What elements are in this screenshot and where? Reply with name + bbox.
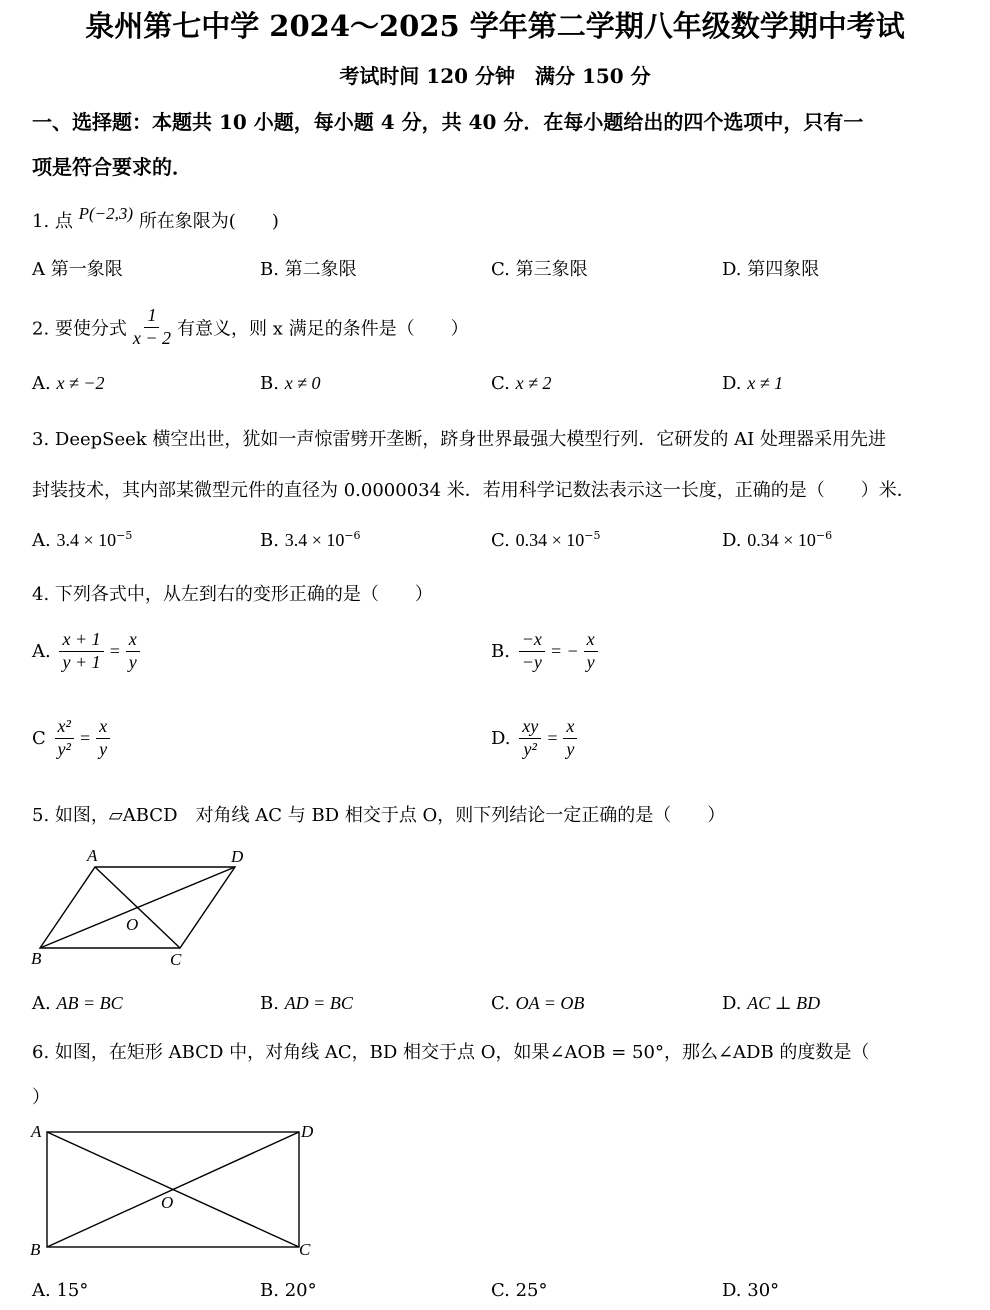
q4-label-c: C	[32, 727, 46, 749]
q3-exp-a: −5	[116, 529, 133, 542]
q5-parallelogram-figure	[25, 840, 265, 975]
q2-frac-num: 1	[144, 306, 159, 328]
q3-exp-d: −6	[815, 529, 833, 542]
q1-prefix: 1. 点	[32, 211, 73, 232]
q4-stem: 4. 下列各式中，从左到右的变形正确的是（ ）	[32, 584, 433, 605]
q4-d-rden: y	[566, 738, 575, 759]
q6-opt-label-b: B.	[260, 1280, 279, 1301]
q3-option-c	[491, 529, 600, 551]
q6-value-b: 20°	[284, 1280, 317, 1301]
q2-value-d: x ≠ 1	[747, 373, 784, 393]
q1-option-d: D. 第四象限	[722, 259, 820, 280]
q5-value-d: AC ⊥ BD	[747, 993, 821, 1013]
question-1	[32, 204, 279, 233]
q4-option-c	[32, 717, 113, 760]
q2-fraction	[130, 306, 174, 349]
q4-d-num: xy	[519, 717, 541, 739]
q2-label-b: B.	[260, 373, 279, 394]
q6-label-o: O	[161, 1193, 174, 1212]
q4-a-rhs	[126, 630, 140, 673]
q5-option-b	[260, 993, 353, 1014]
q3-base-a: 3.4 × 10	[56, 530, 117, 550]
q6-option-d	[722, 1280, 779, 1301]
q3-line1: 3. DeepSeek 横空出世，犹如一声惊雷劈开垄断，跻身世界最强大模型行列．它研发的 AI 处理器采用先进	[32, 429, 886, 450]
q4-b-lhs	[519, 630, 545, 673]
section-heading-line1: 一、选择题：本题共 10 小题，每小题 4 分，共 40 分．在每小题给出的四个选项中，只有一	[32, 110, 864, 134]
q3-line2: 封装技术，其内部某微型元件的直径为 0.0000034 米．若用科学记数法表示这一长度，正确的是（ ）米．	[32, 480, 915, 501]
q4-c-rnum: x	[96, 717, 110, 739]
q6-option-a	[32, 1280, 88, 1301]
q6-rectangle-figure	[25, 1115, 335, 1265]
q3-base-c: 0.34 × 10	[515, 530, 585, 550]
q6-option-c	[491, 1280, 548, 1301]
q2-option-d	[722, 373, 783, 394]
q4-c-eq: =	[78, 727, 92, 748]
q3-label-b: B.	[260, 530, 279, 551]
q2-option-b	[260, 373, 321, 394]
q4-a-den: y + 1	[62, 651, 101, 672]
q3-option-d	[722, 529, 832, 551]
q4-b-num: −x	[519, 630, 545, 652]
q4-b-rhs	[584, 630, 598, 673]
q2-value-b: x ≠ 0	[284, 373, 321, 393]
q4-c-rhs	[96, 717, 110, 760]
question-2	[32, 306, 469, 349]
q3-option-b	[260, 529, 361, 551]
q2-value-c: x ≠ 2	[515, 373, 552, 393]
q3-label-a: A.	[32, 530, 51, 551]
q5-label-d: D	[231, 847, 244, 866]
q2-label-d: D.	[722, 373, 742, 394]
q3-exp-c: −5	[584, 529, 601, 542]
q4-c-rden: y	[99, 738, 108, 759]
q5-option-d	[722, 993, 820, 1014]
exam-title: 泉州第七中学 2024～2025 学年第二学期八年级数学期中考试	[85, 9, 905, 43]
q4-d-den: y²	[523, 738, 537, 759]
q4-a-rnum: x	[126, 630, 140, 652]
q1-option-a: A 第一象限	[32, 259, 123, 280]
q3-label-c: C.	[491, 530, 510, 551]
q6-opt-label-a: A.	[32, 1280, 51, 1301]
q3-exp-b: −6	[344, 529, 361, 542]
q5-option-a	[32, 993, 123, 1014]
q1-option-c: C. 第三象限	[491, 259, 588, 280]
section-heading-line2: 项是符合要求的．	[32, 155, 192, 179]
q4-b-den: −y	[521, 651, 542, 672]
q4-option-b	[491, 630, 601, 673]
q6-option-b	[260, 1280, 317, 1301]
q5-opt-label-a: A.	[32, 993, 51, 1014]
q4-label-d: D.	[491, 727, 511, 749]
q3-base-b: 3.4 × 10	[284, 530, 345, 550]
q1-point: P(−2,3)	[78, 204, 134, 223]
q4-c-num: x²	[55, 717, 74, 739]
q4-c-lhs	[55, 717, 74, 760]
q2-label-c: C.	[491, 373, 510, 394]
q2-frac-den: x − 2	[132, 327, 172, 348]
q4-d-lhs	[519, 717, 541, 760]
q5-label-o: O	[126, 915, 139, 934]
q6-value-d: 30°	[747, 1280, 780, 1301]
q2-option-a	[32, 373, 104, 394]
q2-value-a: x ≠ −2	[56, 373, 105, 393]
q6-value-c: 25°	[515, 1280, 548, 1301]
q1-suffix: 所在象限为( )	[138, 211, 279, 232]
q6-label-c: C	[299, 1240, 311, 1259]
q5-diagonal-bd	[40, 867, 235, 948]
q6-value-a: 15°	[56, 1280, 89, 1301]
q4-option-d	[491, 717, 580, 760]
q1-option-b: B. 第二象限	[260, 259, 357, 280]
exam-subtitle: 考试时间 120 分钟 满分 150 分	[339, 64, 651, 88]
q2-label-a: A.	[32, 373, 51, 394]
q2-prefix: 2. 要使分式	[32, 318, 127, 340]
q4-option-a	[32, 630, 143, 673]
q5-label-b: B	[31, 949, 42, 968]
q4-a-rden: y	[128, 651, 137, 672]
q6-opt-label-c: C.	[491, 1280, 510, 1301]
q5-opt-label-b: B.	[260, 993, 279, 1014]
q5-label-a: A	[87, 846, 98, 865]
q6-line2: ）	[32, 1087, 50, 1108]
q4-c-den: y²	[57, 738, 71, 759]
q4-b-rnum: x	[584, 630, 598, 652]
q4-a-lhs	[59, 630, 103, 673]
q5-value-b: AD = BC	[284, 993, 353, 1013]
q4-d-rhs	[563, 717, 577, 760]
q4-label-a: A.	[32, 640, 51, 662]
q4-a-eq: =	[108, 640, 121, 661]
q3-base-d: 0.34 × 10	[747, 530, 816, 550]
q4-d-rnum: x	[563, 717, 577, 739]
q5-option-c	[491, 993, 584, 1014]
q5-opt-label-c: C.	[491, 993, 510, 1014]
q4-d-eq: =	[546, 727, 559, 748]
q6-opt-label-d: D.	[722, 1280, 742, 1301]
q4-label-b: B.	[491, 640, 510, 662]
q2-suffix: 有意义，则 x 满足的条件是（ ）	[177, 318, 469, 340]
q5-label-c: C	[170, 950, 182, 969]
q3-option-a	[32, 529, 132, 551]
q6-label-d: D	[301, 1122, 314, 1141]
q6-line1: 6. 如图，在矩形 ABCD 中，对角线 AC，BD 相交于点 O，如果∠AOB = 50°，那么∠ADB 的度数是（	[32, 1042, 870, 1063]
q5-value-c: OA = OB	[515, 993, 585, 1013]
q4-b-eq: = −	[549, 640, 579, 661]
q2-option-c	[491, 373, 551, 394]
q4-b-rden: y	[586, 651, 595, 672]
q5-value-a: AB = BC	[56, 993, 123, 1013]
q5-opt-label-d: D.	[722, 993, 742, 1014]
q5-stem: 5. 如图，▱ABCD 对角线 AC 与 BD 相交于点 O，则下列结论一定正确的是（ ）	[32, 805, 726, 826]
q3-label-d: D.	[722, 530, 742, 551]
q6-label-a: A	[31, 1122, 42, 1141]
q6-label-b: B	[30, 1240, 41, 1259]
q4-a-num: x + 1	[59, 630, 103, 652]
